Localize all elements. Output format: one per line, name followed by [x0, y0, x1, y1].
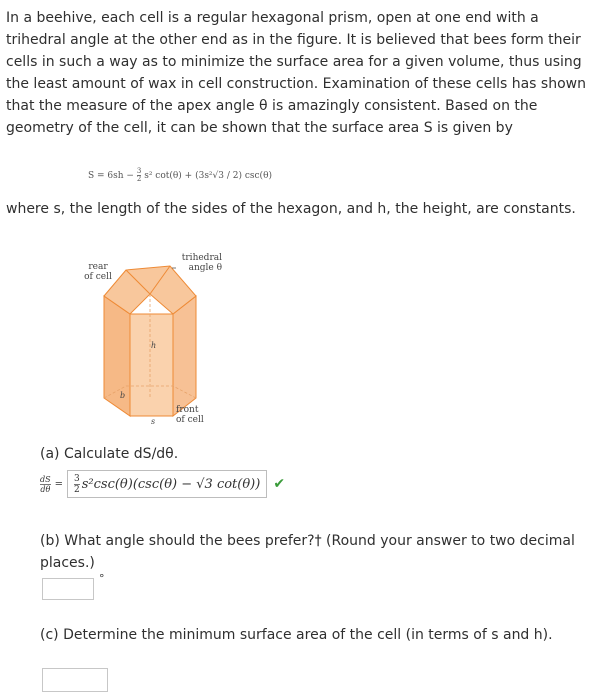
label-trihedral-angle: trihedral angle θ — [181, 253, 222, 273]
part-a-question: (a) Calculate dS/dθ. — [40, 446, 179, 462]
part-a-answer-field[interactable] — [67, 470, 267, 498]
part-b-question: (b) What angle should the bees prefer?† (Round your answer to two decimal places.) — [40, 533, 575, 571]
label-front-of-cell: front of cell — [176, 405, 204, 425]
formula-tail: (3s²√3 / 2) csc(θ) — [195, 171, 272, 181]
correct-check-icon: ✔ — [273, 476, 286, 492]
cell-front-face — [130, 314, 173, 416]
derivative-symbol: $\frac{dS}{d\theta}$ — [40, 474, 51, 494]
degree-symbol: ° — [99, 572, 105, 585]
label-b: b — [120, 391, 126, 400]
part-c-surface-area-input[interactable] — [42, 668, 108, 692]
equals-sign: = — [54, 478, 63, 490]
label-s: s — [151, 417, 156, 426]
constants-paragraph: where s, the length of the sides of the hexagon, and h, the height, are constants. — [6, 201, 576, 217]
intro-paragraph: In a beehive, each cell is a regular hexagonal prism, open at one end with a trihedral angle at the other end as in the figure. It is believed that bees form their cells in such a way as to minimize the surface area for a given volume, thus using the least amount of wax in cell construction. Examination of these cells has shown that the measure of the apex angle θ is amazingly consistent. Based on the geometry of the cell, it can be shown that the surface area S is given by — [6, 10, 586, 136]
formula-middle: s² cot(θ) + — [144, 171, 196, 181]
label-rear-of-cell: rear of cell — [84, 262, 112, 282]
formula-lhs: S = 6sh − — [88, 171, 134, 181]
formula-fraction: $\frac{3}{2}$ — [136, 167, 142, 183]
cell-right-face — [173, 296, 196, 416]
label-h: h — [151, 341, 157, 350]
cell-left-face — [104, 296, 130, 416]
surface-area-formula — [88, 168, 272, 183]
answer-fraction: $\frac{3}{2}$ — [74, 473, 80, 495]
part-b-angle-input[interactable] — [42, 578, 94, 600]
answer-expression: s²csc(θ)(csc(θ) − √3 cot(θ)) — [81, 476, 261, 492]
part-a-answer-row — [40, 467, 285, 501]
part-c-question: (c) Determine the minimum surface area of the cell (in terms of s and h). — [40, 627, 553, 643]
